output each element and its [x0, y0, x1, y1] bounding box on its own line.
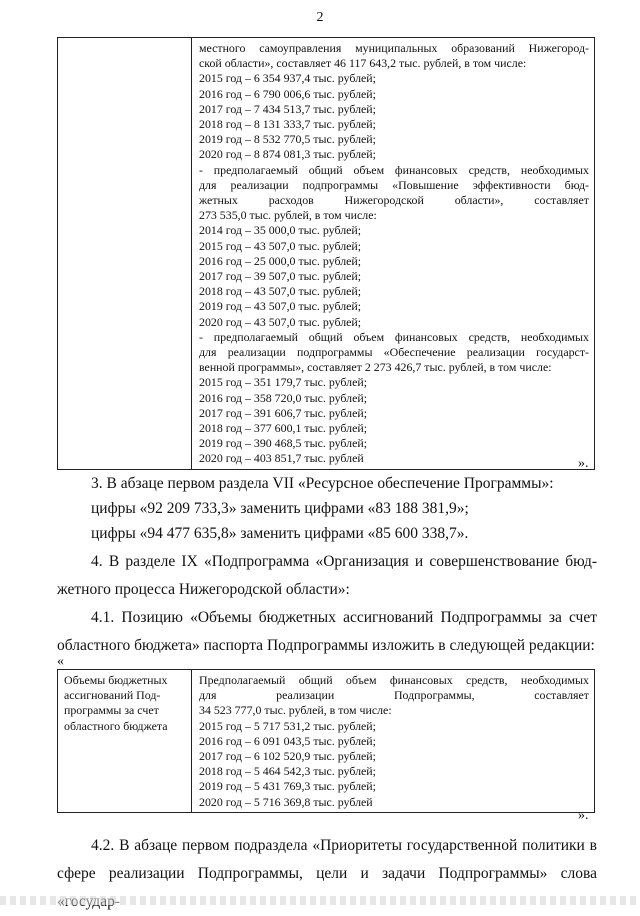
scan-edge-artifact	[0, 896, 640, 905]
text-line: для реализации подпрограммы «Обеспечение реализации государст-	[199, 345, 589, 360]
budget-table-continued	[57, 37, 595, 470]
year-line: 2020 год – 8 874 081,3 тыс. рублей;	[199, 147, 376, 162]
year-line: 2015 год – 6 354 937,4 тыс. рублей;	[199, 71, 376, 86]
year-line: 2017 год – 6 102 520,9 тыс. рублей;	[199, 749, 376, 764]
year-line: 2017 год – 7 434 513,7 тыс. рублей;	[199, 101, 376, 116]
subprogram-funding-text	[192, 670, 594, 812]
year-line: 2016 год – 6 091 043,5 тыс. рублей;	[199, 733, 376, 748]
year-line: 2016 год – 6 790 006,6 тыс. рублей;	[199, 86, 376, 101]
paragraph-3-line-a: цифры «92 209 733,3» заменить цифрами «83 188 381,9»;	[91, 500, 469, 517]
budget-allocations-label	[58, 670, 191, 737]
text-line: ской области», составляет 46 117 643,2 тыс. рублей, в том числе:	[199, 56, 527, 71]
paragraph-4-1-line-2: областного бюджета» паспорта Подпрограммы изложить в следующей редакции:	[57, 637, 595, 654]
table-content-cell	[192, 670, 595, 813]
year-line: 2020 год – 5 716 369,8 тыс. рублей	[199, 794, 373, 809]
subprogram-budget-table	[57, 669, 595, 813]
table-label-cell	[58, 670, 192, 813]
paragraph-4-2-line-1: 4.2. В абзаце первом подраздела «Приоритеты государственной политики в	[91, 837, 597, 854]
closing-quote-mark: ».	[578, 456, 589, 471]
page-number: 2	[316, 10, 324, 25]
label-line: областного бюджета	[64, 718, 168, 733]
text-line: для реализации подпрограммы «Повышение эффективности бюд-	[199, 177, 589, 192]
subprograms-funding-text	[192, 38, 594, 469]
label-line: ассигнований Под-	[64, 688, 161, 703]
year-line: 2015 год – 43 507,0 тыс. рублей;	[199, 238, 362, 253]
opening-quote-mark: «	[57, 654, 64, 669]
text-line: - предполагаемый общий объем финансовых средств, необходимых	[199, 162, 589, 177]
text-line: для реализации Подпрограммы, составляет	[199, 688, 589, 703]
year-line: 2019 год – 8 532 770,5 тыс. рублей;	[199, 132, 376, 147]
text-line: 34 523 777,0 тыс. рублей, в том числе:	[199, 703, 392, 718]
table-label-cell-empty	[58, 38, 192, 470]
year-line: 2014 год – 35 000,0 тыс. рублей;	[199, 223, 362, 238]
text-line: - предполагаемый общий объем финансовых средств, необходимых	[199, 329, 589, 344]
paragraph-4	[57, 548, 597, 604]
text-line: венной программы», составляет 2 273 426,7 тыс. рублей, в том числе:	[199, 360, 552, 375]
year-line: 2019 год – 390 468,5 тыс. рублей;	[199, 436, 368, 451]
paragraph-4-2-line-2: сфере реализации Подпрограммы, цели и задачи Подпрограммы» слова	[57, 865, 597, 882]
year-line: 2018 год – 5 464 542,3 тыс. рублей;	[199, 764, 376, 779]
label-line: программы за счет	[64, 703, 159, 718]
year-line: 2019 год – 43 507,0 тыс. рублей;	[199, 299, 362, 314]
text-line: Предполагаемый общий объем финансовых средств, необходимых	[199, 673, 589, 687]
paragraph-4-1	[57, 604, 597, 660]
label-line: Объемы бюджетных	[64, 673, 168, 687]
text-line: жетных расходов Нижегородской области», составляет	[199, 193, 589, 208]
table-content-cell	[192, 38, 595, 470]
year-line: 2019 год – 5 431 769,3 тыс. рублей;	[199, 779, 376, 794]
year-line: 2018 год – 43 507,0 тыс. рублей;	[199, 284, 362, 299]
paragraph-3: 3. В абзаце первом раздела VII «Ресурсное обеспечение Программы»:	[91, 475, 554, 492]
paragraph-3-line-b: цифры «94 477 635,8» заменить цифрами «85 600 338,7».	[91, 525, 469, 542]
year-line: 2020 год – 403 851,7 тыс. рублей	[199, 451, 364, 466]
paragraph-4-line-2: жетного процесса Нижегородской области»:	[57, 581, 350, 598]
year-line: 2015 год – 351 179,7 тыс. рублей;	[199, 375, 368, 390]
paragraph-4-line-1: 4. В разделе IX «Подпрограмма «Организация и совершенствование бюд-	[91, 553, 597, 570]
paragraph-4-1-line-1: 4.1. Позицию «Объемы бюджетных ассигнований Подпрограммы за счет	[91, 609, 597, 626]
closing-quote-mark-2: ».	[578, 808, 589, 823]
year-line: 2017 год – 39 507,0 тыс. рублей;	[199, 269, 362, 284]
year-line: 2018 год – 8 131 333,7 тыс. рублей;	[199, 117, 376, 132]
text-line: местного самоуправления муниципальных образований Нижегород-	[199, 41, 589, 55]
year-line: 2018 год – 377 600,1 тыс. рублей;	[199, 421, 368, 436]
year-line: 2017 год – 391 606,7 тыс. рублей;	[199, 405, 368, 420]
text-line: 273 535,0 тыс. рублей, в том числе:	[199, 208, 377, 223]
year-line: 2020 год – 43 507,0 тыс. рублей;	[199, 314, 362, 329]
year-line: 2015 год – 5 717 531,2 тыс. рублей;	[199, 718, 376, 733]
year-line: 2016 год – 25 000,0 тыс. рублей;	[199, 253, 362, 268]
year-line: 2016 год – 358 720,0 тыс. рублей;	[199, 390, 368, 405]
